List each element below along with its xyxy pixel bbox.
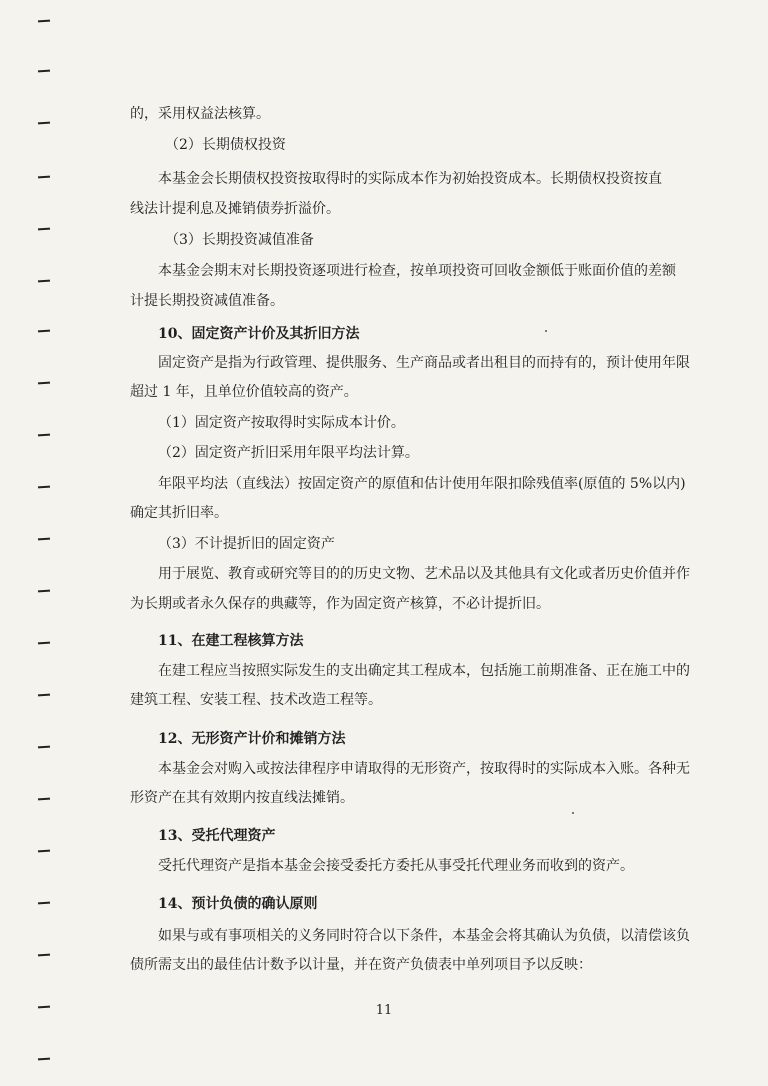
text-line: （1）固定资产按取得时实际成本计价。 bbox=[158, 415, 405, 431]
binding-mark bbox=[38, 538, 50, 541]
binding-mark bbox=[38, 590, 50, 593]
binding-mark bbox=[38, 434, 50, 437]
text-line: 的，采用权益法核算。 bbox=[130, 106, 270, 122]
binding-mark bbox=[38, 746, 50, 749]
section-heading: 13、受托代理资产 bbox=[158, 828, 276, 844]
binding-mark bbox=[38, 954, 50, 957]
binding-mark bbox=[38, 70, 50, 73]
binding-mark bbox=[38, 486, 50, 489]
text-line: （3）不计提折旧的固定资产 bbox=[158, 536, 335, 552]
binding-mark bbox=[38, 798, 50, 801]
subheading-line: （3）长期投资减值准备 bbox=[165, 232, 314, 248]
binding-mark bbox=[38, 122, 50, 125]
text-line: 如果与或有事项相关的义务同时符合以下条件，本基金会将其确认为负债，以清偿该负 bbox=[158, 928, 690, 944]
text-line: 用于展览、教育或研究等目的的历史文物、艺术品以及其他具有文化或者历史价值并作 bbox=[158, 566, 690, 582]
section-heading: 12、无形资产计价和摊销方法 bbox=[158, 731, 346, 747]
text-line: 年限平均法（直线法）按固定资产的原值和估计使用年限扣除残值率(原值的 5%以内) bbox=[158, 476, 686, 492]
binding-mark bbox=[38, 1058, 50, 1061]
text-line: 建筑工程、安装工程、技术改造工程等。 bbox=[130, 692, 382, 708]
subheading-line: （2）长期债权投资 bbox=[165, 137, 286, 153]
binding-mark bbox=[38, 280, 50, 283]
binding-mark bbox=[38, 382, 50, 385]
binding-mark bbox=[38, 20, 50, 23]
binding-mark bbox=[38, 642, 50, 645]
text-line: 受托代理资产是指本基金会接受委托方委托从事受托代理业务而收到的资产。 bbox=[158, 858, 634, 874]
text-line: 计提长期投资减值准备。 bbox=[130, 293, 284, 309]
section-heading: 10、固定资产计价及其折旧方法 bbox=[158, 326, 360, 342]
text-line: 本基金会长期债权投资按取得时的实际成本作为初始投资成本。长期债权投资按直 bbox=[158, 171, 662, 187]
binding-mark bbox=[38, 330, 50, 333]
binding-mark bbox=[38, 694, 50, 697]
text-line: 线法计提利息及摊销债券折溢价。 bbox=[130, 201, 340, 217]
text-line: 形资产在其有效期内按直线法摊销。 bbox=[130, 790, 354, 806]
text-line: 在建工程应当按照实际发生的支出确定其工程成本，包括施工前期准备、正在施工中的 bbox=[158, 663, 690, 679]
page-number: 11 bbox=[375, 1003, 393, 1018]
text-line: （2）固定资产折旧采用年限平均法计算。 bbox=[158, 445, 419, 461]
binding-mark bbox=[38, 176, 50, 179]
text-line: 为长期或者永久保存的典藏等，作为固定资产核算，不必计提折旧。 bbox=[130, 596, 550, 612]
text-line: 债所需支出的最佳估计数予以计量，并在资产负债表中单列项目予以反映： bbox=[130, 957, 592, 973]
binding-mark bbox=[38, 228, 50, 231]
section-heading: 11、在建工程核算方法 bbox=[158, 633, 304, 649]
section-heading: 14、预计负债的确认原则 bbox=[158, 896, 318, 912]
text-line: 确定其折旧率。 bbox=[130, 505, 228, 521]
binding-mark bbox=[38, 850, 50, 853]
scan-speck bbox=[572, 812, 574, 814]
text-line: 固定资产是指为行政管理、提供服务、生产商品或者出租目的而持有的，预计使用年限 bbox=[158, 355, 690, 371]
text-line: 超过 1 年，且单位价值较高的资产。 bbox=[130, 384, 358, 400]
binding-mark bbox=[38, 902, 50, 905]
text-line: 本基金会对购入或按法律程序申请取得的无形资产，按取得时的实际成本入账。各种无 bbox=[158, 761, 690, 777]
text-line: 本基金会期末对长期投资逐项进行检查，按单项投资可回收金额低于账面价值的差额 bbox=[158, 263, 676, 279]
